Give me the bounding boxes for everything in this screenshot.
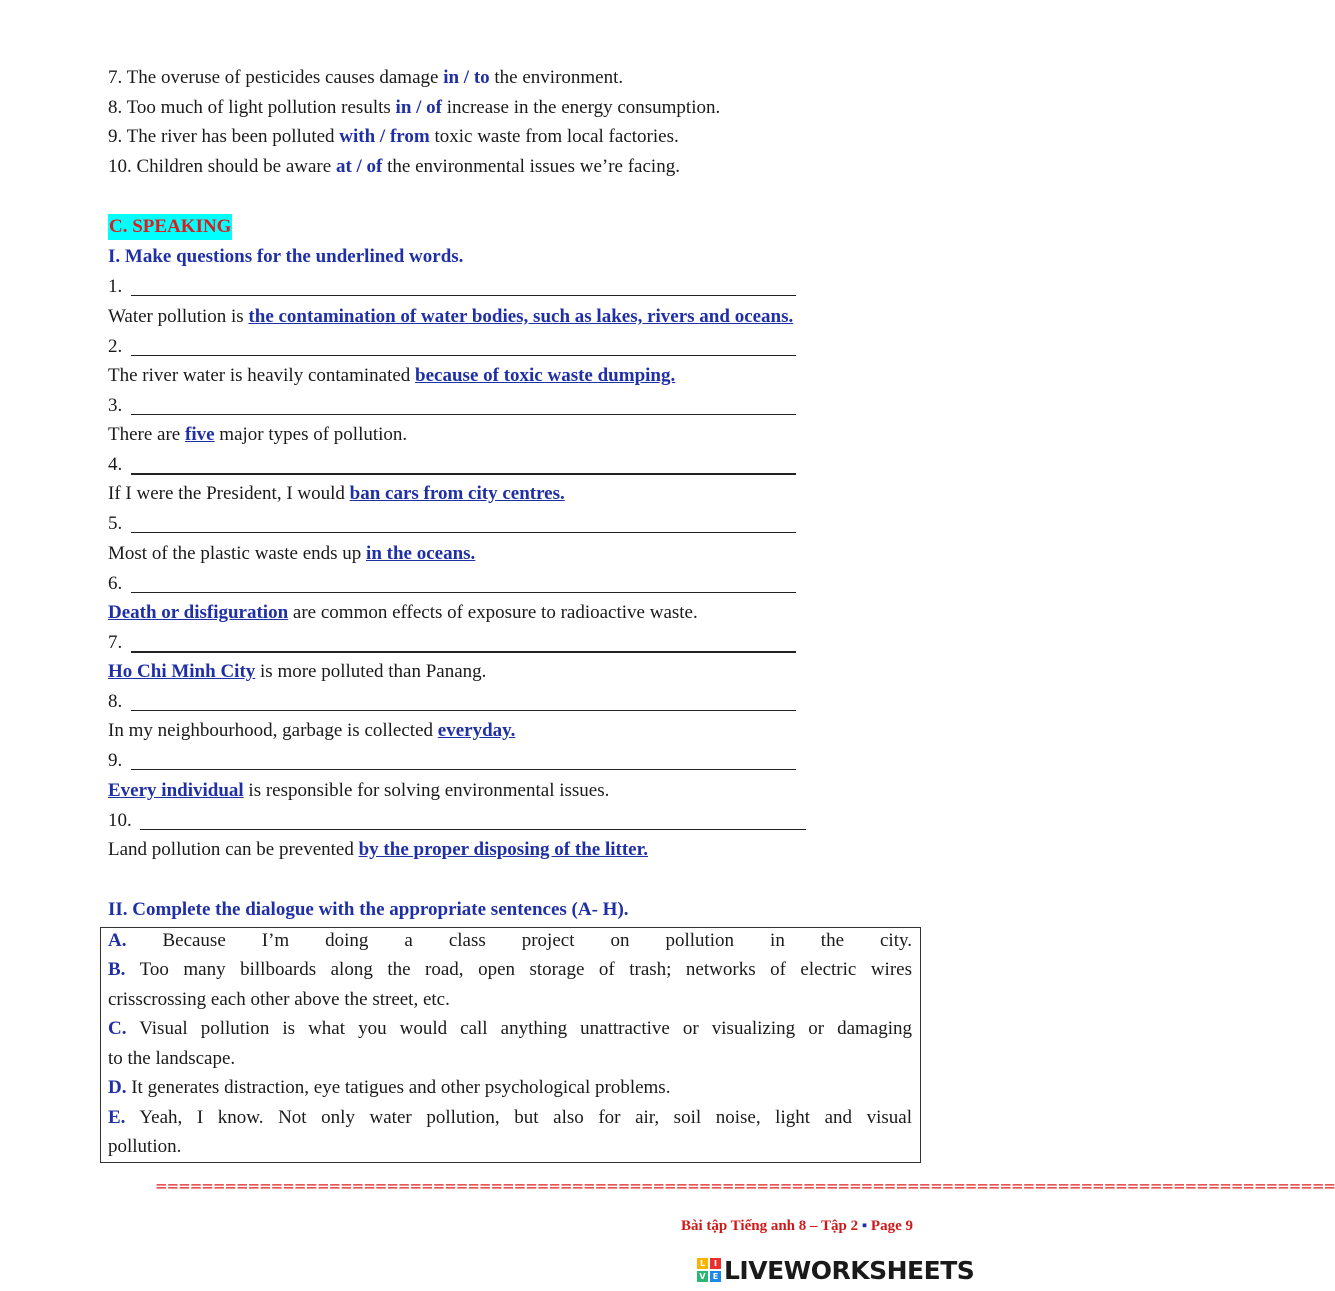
underlined-answer: in the oceans. <box>366 543 476 564</box>
sentence-text: is responsible for solving environmental issues. <box>243 780 610 801</box>
underlined-answer: everyday. <box>437 720 516 741</box>
liveworksheets-logo[interactable] <box>697 1255 974 1285</box>
logo-mark-icon <box>697 1258 721 1282</box>
question-number: 3. <box>108 395 123 416</box>
option-text: Because I’m doing a class project on pollution in the city. <box>126 930 912 951</box>
item-text: increase in the energy consumption. <box>442 97 721 118</box>
box-line <box>108 1135 912 1159</box>
question-sentence-9 <box>108 779 609 803</box>
option-text: It generates distraction, eye tatigues and other psychological problems. <box>126 1077 671 1098</box>
underlined-answer: Every individual <box>108 780 244 801</box>
book-title: Bài tập Tiếng anh 8 – Tập 2 <box>680 1218 859 1234</box>
option-letter: A. <box>108 930 127 951</box>
sentence-text: Water pollution is <box>108 306 249 327</box>
grammar-item-8 <box>108 96 720 120</box>
question-sentence-4 <box>108 482 565 506</box>
question-number: 2. <box>108 336 123 357</box>
sentence-text: The river water is heavily contaminated <box>108 365 416 386</box>
item-text: 8. Too much of light pollution results <box>108 97 396 118</box>
box-line <box>108 1017 912 1041</box>
sentence-text: is more polluted than Panang. <box>255 661 487 682</box>
option-letter: C. <box>108 1018 127 1039</box>
question-sentence-6 <box>108 601 698 625</box>
answer-blank-7[interactable] <box>131 651 796 653</box>
sentence-text: Most of the plastic waste ends up <box>108 543 367 564</box>
logo-mark-letter: L <box>697 1258 708 1269</box>
answer-blank-8[interactable] <box>131 710 796 711</box>
option-letter: E. <box>108 1107 126 1128</box>
answer-blank-4[interactable] <box>131 473 796 475</box>
question-sentence-1 <box>108 305 793 329</box>
question-sentence-7 <box>108 660 486 684</box>
page-number: Page 9 <box>870 1218 913 1234</box>
question-number: 6. <box>108 573 123 594</box>
question-sentence-2 <box>108 364 675 388</box>
underlined-answer: ban cars from city centres. <box>349 483 565 504</box>
choice-option[interactable]: in / to <box>443 67 490 88</box>
item-text: toxic waste from local factories. <box>429 126 679 147</box>
grammar-item-7 <box>108 66 623 90</box>
box-line <box>108 1076 912 1100</box>
item-text: 7. The overuse of pesticides causes damage <box>108 67 444 88</box>
option-text: crisscrossing each other above the street, etc. <box>108 989 450 1010</box>
sentence-text: In my neighbourhood, garbage is collected <box>108 720 438 741</box>
option-text: pollution. <box>108 1136 182 1157</box>
question-number: 8. <box>108 691 123 712</box>
grammar-item-9 <box>108 125 679 149</box>
option-letter: D. <box>108 1077 127 1098</box>
choice-option[interactable]: in / of <box>395 97 442 118</box>
answer-blank-2[interactable] <box>131 355 796 356</box>
sentence-text: There are <box>108 424 185 445</box>
option-text: to the landscape. <box>108 1048 236 1069</box>
question-sentence-10 <box>108 838 648 862</box>
brand-name: LIVEWORKSHEETS <box>724 1255 975 1285</box>
logo-mark-letter: I <box>710 1258 721 1269</box>
answer-blank-10[interactable] <box>140 829 806 830</box>
option-letter: B. <box>108 959 126 980</box>
question-sentence-3 <box>108 423 407 447</box>
option-text: Yeah, I know. Not only water pollution, but also for air, soil noise, light and visual <box>125 1107 912 1128</box>
box-line <box>108 988 912 1012</box>
question-number: 7. <box>108 632 123 653</box>
answer-blank-9[interactable] <box>131 769 796 770</box>
section-heading-speaking: C. SPEAKING <box>108 214 232 240</box>
page-footer <box>681 1218 913 1235</box>
logo-mark-letter: V <box>697 1271 708 1282</box>
answer-blank-3[interactable] <box>131 414 796 415</box>
question-number: 1. <box>108 276 123 297</box>
box-line <box>108 1047 912 1071</box>
question-sentence-8 <box>108 719 515 743</box>
logo-mark-letter: E <box>710 1271 721 1282</box>
underlined-answer: the contamination of water bodies, such as lakes, rivers and oceans. <box>248 306 794 327</box>
sentence-text: major types of pollution. <box>214 424 408 445</box>
option-text: Too many billboards along the road, open storage of trash; networks of electric wires <box>125 959 912 980</box>
answer-blank-6[interactable] <box>131 592 796 593</box>
item-text: 9. The river has been polluted <box>108 126 340 147</box>
box-line <box>108 929 912 953</box>
item-text: 10. Children should be aware <box>108 156 336 177</box>
underlined-answer: five <box>185 424 215 445</box>
question-sentence-5 <box>108 542 475 566</box>
sentence-text: Land pollution can be prevented <box>108 839 359 860</box>
underlined-answer: Death or disfiguration <box>108 602 289 623</box>
underlined-answer: because of toxic waste dumping. <box>415 365 676 386</box>
question-number: 10. <box>108 810 132 831</box>
sentence-text: are common effects of exposure to radioactive waste. <box>288 602 698 623</box>
box-line <box>108 958 912 982</box>
answer-blank-1[interactable] <box>131 295 796 296</box>
item-text: the environmental issues we’re facing. <box>382 156 680 177</box>
separator-line: ====================================================================================================== <box>155 1177 1335 1195</box>
option-text: Visual pollution is what you would call anything unattractive or visualizing or damaging <box>126 1018 912 1039</box>
grammar-item-10 <box>108 155 680 179</box>
box-line <box>108 1106 912 1130</box>
underlined-answer: Ho Chi Minh City <box>108 661 256 682</box>
sentence-text: If I were the President, I would <box>108 483 350 504</box>
question-number: 5. <box>108 513 123 534</box>
bullet-icon: ▪ <box>861 1218 868 1234</box>
answer-blank-5[interactable] <box>131 532 796 533</box>
question-number: 4. <box>108 454 123 475</box>
part1-title: I. Make questions for the underlined words. <box>108 246 464 267</box>
item-text: the environment. <box>489 67 624 88</box>
choice-option[interactable]: with / from <box>339 126 430 147</box>
underlined-answer: by the proper disposing of the litter. <box>358 839 649 860</box>
choice-option[interactable]: at / of <box>335 156 383 177</box>
question-number: 9. <box>108 750 123 771</box>
part2-title: II. Complete the dialogue with the appropriate sentences (A- H). <box>108 899 629 920</box>
